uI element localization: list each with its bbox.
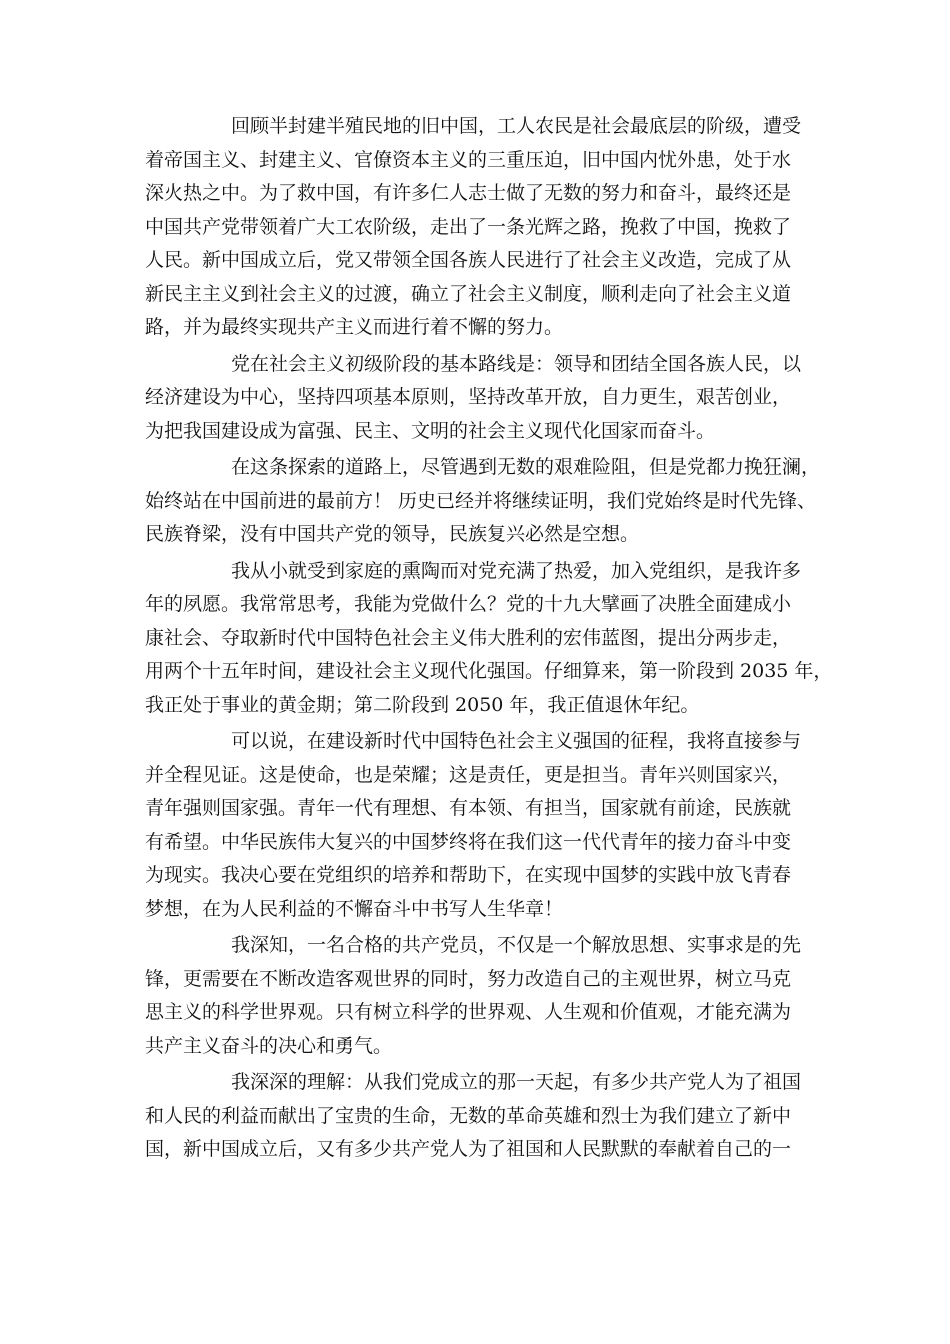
text-line: 国，新中国成立后，又有多少共产党人为了祖国和人民默默的奉献着自己的一 [145,1138,792,1160]
text-line: 为把我国建设成为富强、民主、文明的社会主义现代化国家而奋斗。 [145,419,716,442]
text-line: 党在社会主义初级阶段的基本路线是：领导和团结全国各族人民，以 [231,352,802,375]
text-line: 可以说，在建设新时代中国特色社会主义强国的征程，我将直接参与 [231,730,802,752]
text-line: 用两个十五年时间，建设社会主义现代化强国。仔细算来，第一阶段到 2035 年， [145,660,833,682]
text-line: 新民主主义到社会主义的过渡，确立了社会主义制度，顺利走向了社会主义道 [145,282,792,305]
text-line: 我深知，一名合格的共产党员，不仅是一个解放思想、实事求是的先 [231,934,802,956]
paragraph-1 [145,110,810,345]
text-line: 为现实。我决心要在党组织的培养和帮助下，在实现中国梦的实践中放飞青春 [145,864,792,886]
text-line: 有希望。中华民族伟大复兴的中国梦终将在我们这一代代青年的接力奋斗中变 [145,830,792,853]
paragraph-3 [145,451,821,552]
text-line: 梦想，在为人民利益的不懈奋斗中书写人生华章！ [145,897,564,920]
text-line: 在这条探索的道路上，尽管遇到无数的艰难险阻，但是党都力挽狂澜， [231,456,821,478]
text-line: 始终站在中国前进的最前方！ 历史已经并将继续证明，我们党始终是时代先锋、 [145,489,817,512]
text-line: 年的夙愿。我常常思考，我能为党做什么？党的十九大擘画了决胜全面建成小 [145,593,792,615]
text-line: 思主义的科学世界观。只有树立科学的世界观、人生观和价值观，才能充满为 [145,1001,792,1023]
text-line: 共产主义奋斗的决心和勇气。 [145,1034,393,1057]
text-line: 着帝国主义、封建主义、官僚资本主义的三重压迫，旧中国内忧外患，处于水 [145,148,792,171]
text-line: 锋，更需要在不断改造客观世界的同时，努力改造自己的主观世界，树立马克 [145,967,792,990]
paragraph-5 [145,725,810,926]
text-line: 我从小就受到家庭的熏陶而对党充满了热爱，加入党组织，是我许多 [231,559,802,582]
text-line: 经济建设为中心，坚持四项基本原则，坚持改革开放，自力更生，艰苦创业， [145,386,792,408]
text-line: 民族脊梁，没有中国共产党的领导，民族复兴必然是空想。 [145,523,640,545]
paragraph-7 [145,1066,810,1167]
text-line: 路，并为最终实现共产主义而进行着不懈的努力。 [145,316,564,338]
paragraph-6 [145,929,810,1063]
text-line: 我正处于事业的黄金期；第二阶段到 2050 年，我正值退休年纪。 [145,693,700,716]
paragraph-4 [145,555,833,723]
text-line: 深火热之中。为了救中国，有许多仁人志士做了无数的努力和奋斗，最终还是 [145,182,792,204]
text-line: 和人民的利益而献出了宝贵的生命，无数的革命英雄和烈士为我们建立了新中 [145,1104,792,1127]
paragraph-2 [145,348,810,449]
text-line: 中国共产党带领着广大工农阶级，走出了一条光辉之路，挽救了中国，挽救了 [145,215,792,238]
text-line: 我深深的理解：从我们党成立的那一天起，有多少共产党人为了祖国 [231,1071,802,1093]
text-line: 青年强则国家强。青年一代有理想、有本领、有担当，国家就有前途，民族就 [145,797,792,819]
text-line: 并全程见证。这是使命，也是荣耀；这是责任，更是担当。青年兴则国家兴， [145,763,792,786]
text-line: 回顾半封建半殖民地的旧中国，工人农民是社会最底层的阶级，遭受 [231,115,802,137]
text-line: 康社会、夺取新时代中国特色社会主义伟大胜利的宏伟蓝图，提出分两步走， [145,626,792,649]
text-line: 人民。新中国成立后，党又带领全国各族人民进行了社会主义改造，完成了从 [145,249,792,271]
document-body [145,110,833,1170]
